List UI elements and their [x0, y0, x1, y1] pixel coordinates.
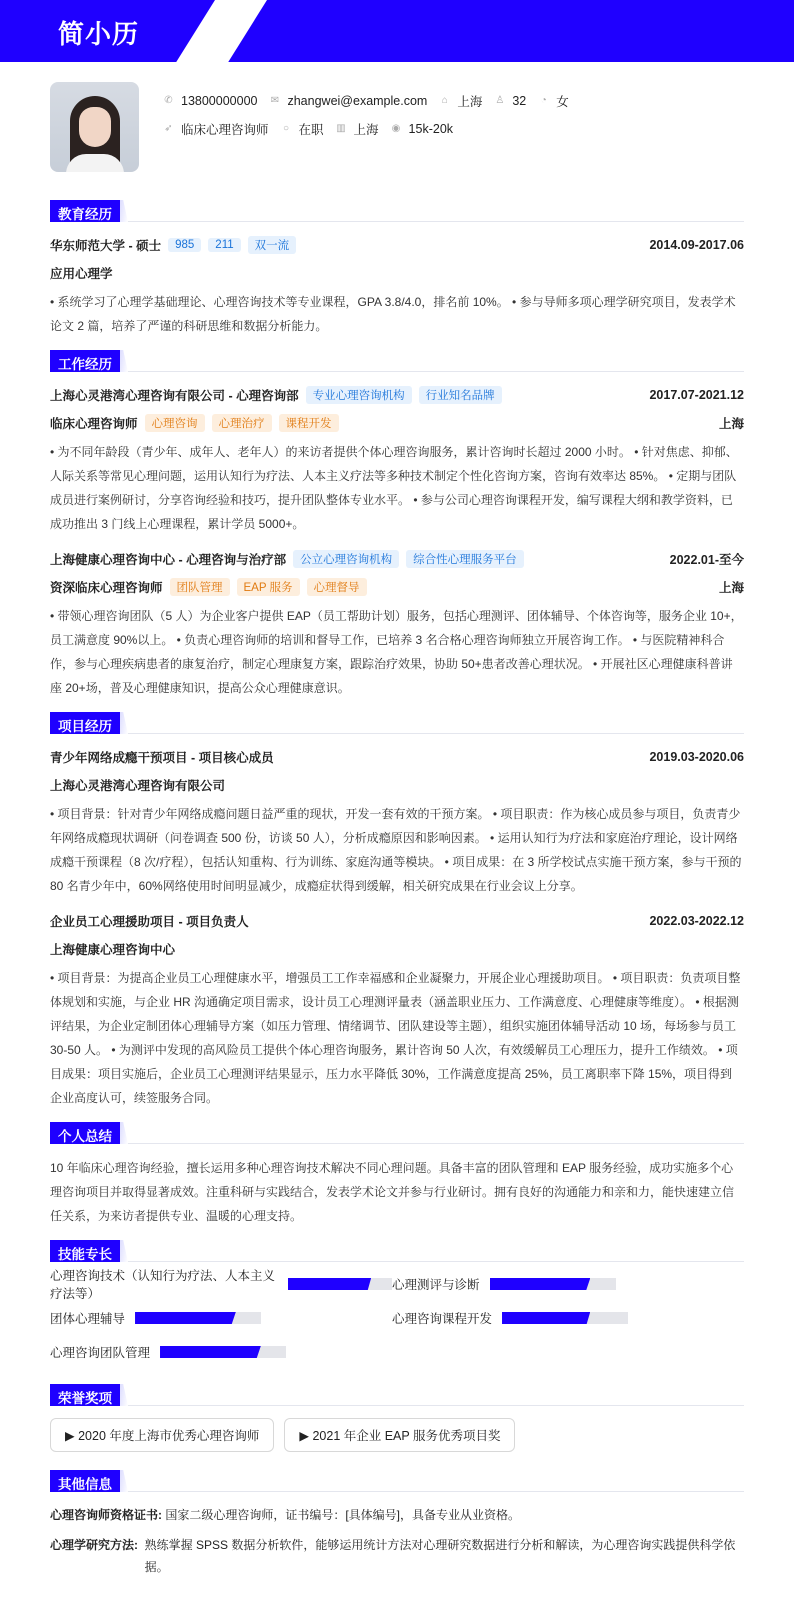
tag: 行业知名品牌 — [419, 386, 502, 404]
skill-item — [392, 1308, 744, 1328]
other-value: 熟练掌握 SPSS 数据分析软件，能够运用统计方法对心理研究数据进行分析和解读，为心理咨询实践提供科学依据。 — [144, 1538, 736, 1574]
skill-name: 心理测评与诊断 — [392, 1278, 480, 1292]
tag: 综合性心理服务平台 — [406, 550, 524, 568]
skill-bar — [160, 1346, 286, 1358]
skill-bar-fill — [490, 1278, 591, 1290]
tag: 公立心理咨询机构 — [293, 550, 399, 568]
project-name: 青少年网络成瘾干预项目 - 项目核心成员 — [50, 751, 274, 765]
section-title: 工作经历 — [50, 350, 120, 372]
skill-bar — [288, 1278, 392, 1290]
section-title: 技能专长 — [50, 1240, 120, 1262]
triangle-icon: ▶ — [299, 1429, 313, 1443]
skill-bar-fill — [288, 1278, 371, 1290]
tag: 心理督导 — [307, 578, 367, 596]
description: • 为不同年龄段（青少年、成年人、老年人）的来访者提供个体心理咨询服务，累计咨询时长超过 2000 小时。 • 针对焦虑、抑郁、人际关系等常见心理问题，运用认知行为疗法、人本主义疗法等多种技术制定个性化咨询方案，咨询有效率达 85%。 • 定期与团队成员进行案例研讨，分享咨询经验和技巧，提升团队整体专业水平。 • 参与公司心理咨询课程开发，编写课程大纲和教学资料，已成功推出 3 门线上心理课程，累计学员 5000+。 — [50, 445, 738, 531]
skill-name: 心理咨询技术（认知行为疗法、人本主义疗法等） — [50, 1269, 276, 1301]
city: 上海 — [718, 417, 744, 431]
section-skills — [50, 1240, 744, 1262]
tag: 课程开发 — [279, 414, 339, 432]
role: 资深临床心理咨询师 — [50, 581, 163, 595]
award-label: 2021 年企业 EAP 服务优秀项目奖 — [312, 1429, 501, 1443]
section-summary — [50, 1122, 744, 1144]
date: 2017.07-2021.12 — [649, 388, 744, 402]
award-label: 2020 年度上海市优秀心理咨询师 — [78, 1429, 260, 1443]
skill-bar — [135, 1312, 261, 1324]
other-label: 心理咨询师资格证书: — [50, 1508, 162, 1522]
tag: 心理治疗 — [212, 414, 272, 432]
salary-icon: ◉ — [391, 123, 401, 134]
job-status: 在职 — [298, 122, 324, 137]
section-education — [50, 200, 744, 222]
tag: 双一流 — [248, 236, 297, 254]
section-title: 个人总结 — [50, 1122, 120, 1144]
building-icon: ▥ — [336, 123, 346, 134]
position: 临床心理咨询师 — [181, 122, 269, 137]
email: zhangwei@example.com — [287, 93, 428, 108]
award-item — [284, 1418, 515, 1452]
school: 华东师范大学 - 硕士 — [50, 239, 162, 253]
other-item — [50, 1534, 744, 1578]
avatar — [50, 82, 139, 172]
company: 上海健康心理咨询中心 - 心理咨询与治疗部 — [50, 553, 287, 567]
age-icon: ♙ — [495, 95, 505, 106]
email-icon: ✉ — [270, 95, 280, 106]
section-title: 荣誉奖项 — [50, 1384, 120, 1406]
skill-item — [50, 1308, 392, 1328]
tag: 985 — [168, 238, 201, 252]
resume-name: 简小历 — [58, 19, 140, 49]
phone-icon: ✆ — [164, 95, 173, 106]
skill-bar-fill — [135, 1312, 236, 1324]
role: 临床心理咨询师 — [50, 417, 138, 431]
date: 2022.03-2022.12 — [649, 914, 744, 928]
gender: 女 — [556, 94, 569, 109]
tag: EAP 服务 — [237, 578, 300, 596]
tag: 团队管理 — [170, 578, 230, 596]
skill-bar — [490, 1278, 616, 1290]
project-item — [50, 910, 744, 1110]
status-icon: ○ — [282, 123, 290, 134]
skill-item — [50, 1269, 392, 1301]
project-org: 上海心灵港湾心理咨询有限公司 — [50, 779, 226, 793]
description: • 带领心理咨询团队（5 人）为企业客户提供 EAP（员工帮助计划）服务，包括心理测评、团体辅导、个体咨询等，服务企业 10+，员工满意度 90%以上。 • 负责心理咨询师的培训和督导工作，已培养 3 名合格心理咨询师独立开展咨询工作。 • 与医院精神科合作，参与心理疾病患者的康复治疗，制定心理康复方案，跟踪治疗效果，协助 50+患者改善心理状况。 • 开展社区心理健康科普讲座 20+场，普及心理健康知识，提高公众心理健康意识。 — [50, 609, 743, 695]
description: • 项目背景：为提高企业员工心理健康水平，增强员工工作幸福感和企业凝聚力，开展企业心理援助项目。 • 项目职责：负责项目整体规划和实施，与企业 HR 沟通确定项目需求，设计员工心理测评量表（涵盖职业压力、工作满意度、心理健康等维度）。 • 根据测评结果，为企业定制团体心理辅导方案（如压力管理、情绪调节、团队建设等主题），组织实施团体辅导活动 10 场，每场参与员工 30-50 人。 • 为测评中发现的高风险员工提供个体心理咨询服务，累计咨询 50 人次，有效缓解员工心理压力，提升工作绩效。 • 项目成果：项目实施后，企业员工心理测评结果显示，压力水平降低 30%，工作满意度提高 25%，员工离职率下降 15%，项目得到企业高度认可，续签服务合同。 — [50, 971, 741, 1105]
description: • 项目背景：针对青少年网络成瘾问题日益严重的现状，开发一套有效的干预方案。 • 项目职责：作为核心成员参与项目，负责青少年网络成瘾现状调研（问卷调查 500 份，访谈 50 人），分析成瘾原因和影响因素。 • 运用认知行为疗法和家庭治疗理论，设计网络成瘾干预课程（8 次/疗程），包括认知重构、行为训练、家庭沟通等模块。 • 项目成果：在 3 所学校试点实施干预方案，参与干预的 80 名青少年中，60%网络使用时间明显减少，成瘾症状得到缓解，相关研究成果在行业会议上分享。 — [50, 807, 742, 893]
age: 32 — [512, 93, 527, 108]
date: 2022.01-至今 — [669, 553, 744, 567]
phone: 13800000000 — [181, 93, 258, 108]
decorative-stripe — [176, 0, 267, 62]
salary: 15k-20k — [408, 121, 454, 136]
skill-name: 心理咨询课程开发 — [392, 1312, 493, 1326]
section-title: 其他信息 — [50, 1470, 120, 1492]
date: 2019.03-2020.06 — [649, 750, 744, 764]
tag: 心理咨询 — [145, 414, 205, 432]
award-item — [50, 1418, 274, 1452]
city: 上海 — [457, 94, 483, 109]
send-icon: ➶ — [164, 123, 173, 134]
skill-bar-fill — [502, 1312, 590, 1324]
other-value: 国家二级心理咨询师，证书编号：[具体编号]，具备专业从业资格。 — [165, 1508, 521, 1522]
section-work — [50, 350, 744, 372]
work-item — [50, 548, 744, 700]
project-name: 企业员工心理援助项目 - 项目负责人 — [50, 915, 249, 929]
triangle-icon: ▶ — [65, 1429, 79, 1443]
home-icon: ⌂ — [441, 95, 448, 106]
skill-item — [50, 1342, 392, 1362]
skill-bar-fill — [160, 1346, 261, 1358]
work-item — [50, 384, 744, 536]
project-org: 上海健康心理咨询中心 — [50, 943, 176, 957]
skill-item — [392, 1274, 744, 1294]
section-title: 教育经历 — [50, 200, 120, 222]
company: 上海心灵港湾心理咨询有限公司 - 心理咨询部 — [50, 389, 299, 403]
project-item — [50, 746, 744, 898]
skill-name: 心理咨询团队管理 — [50, 1346, 151, 1360]
contact-info — [163, 92, 581, 148]
city: 上海 — [718, 581, 744, 595]
gender-icon: ◔ — [540, 95, 547, 106]
section-awards — [50, 1384, 744, 1406]
other-item — [50, 1504, 744, 1526]
work-city: 上海 — [353, 122, 379, 137]
other-label: 心理学研究方法: — [50, 1538, 138, 1552]
section-title: 项目经历 — [50, 712, 120, 734]
section-other — [50, 1470, 744, 1492]
skill-bar — [502, 1312, 628, 1324]
summary-text: 10 年临床心理咨询经验，擅长运用多种心理咨询技术解决不同心理问题。具备丰富的团队管理和 EAP 服务经验，成功实施多个心理咨询项目并取得显著成效。注重科研与实践结合，发表学术论文并参与行业研讨。拥有良好的沟通能力和亲和力，能快速建立信任关系，为来访者提供专业、温暖的心理支持。 — [50, 1161, 735, 1223]
date: 2014.09-2017.06 — [649, 238, 744, 252]
header-banner — [0, 0, 794, 62]
description: • 系统学习了心理学基础理论、心理咨询技术等专业课程，GPA 3.8/4.0，排名前 10%。 • 参与导师多项心理学研究项目，发表学术论文 2 篇，培养了严谨的科研思维和数据分析能力。 — [50, 295, 736, 333]
major: 应用心理学 — [50, 267, 113, 281]
tag: 211 — [208, 238, 240, 252]
skill-name: 团体心理辅导 — [50, 1312, 126, 1326]
tag: 专业心理咨询机构 — [306, 386, 412, 404]
section-projects — [50, 712, 744, 734]
